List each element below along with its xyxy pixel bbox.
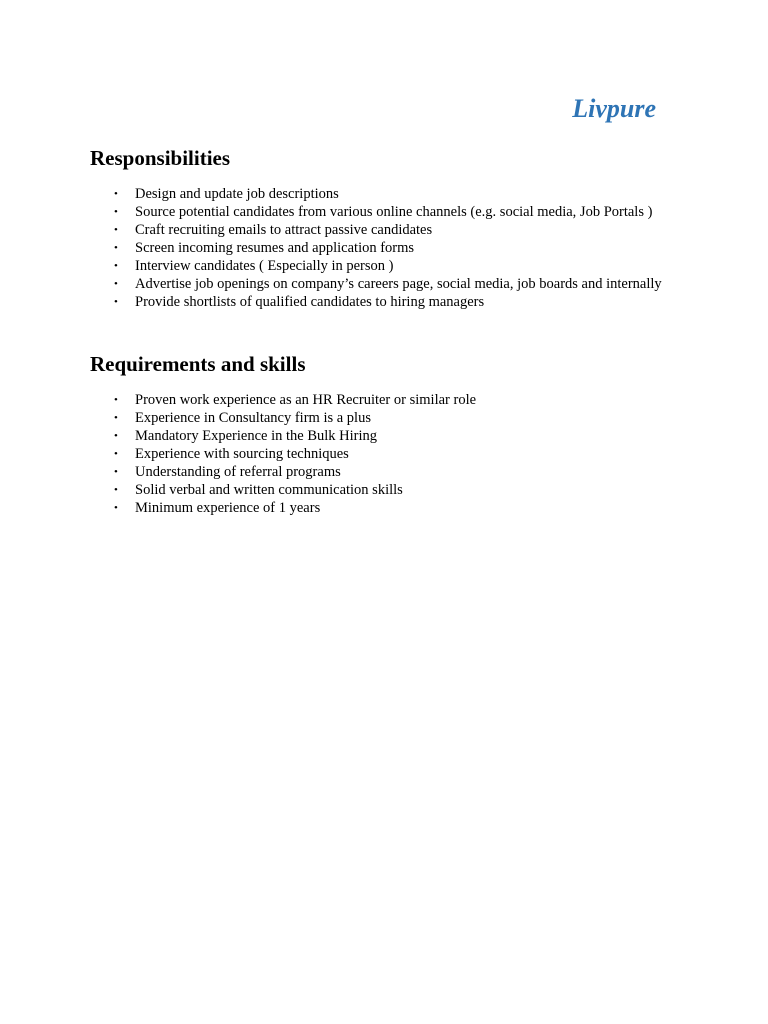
bullet-icon: • xyxy=(114,260,118,272)
list-item-text: Screen incoming resumes and application forms xyxy=(135,240,415,256)
bullet-icon: • xyxy=(114,448,118,460)
bullet-icon: • xyxy=(114,412,118,424)
list-item-text: Mandatory Experience in the Bulk Hiring xyxy=(135,428,378,444)
bullet-icon: • xyxy=(114,188,118,200)
list-item xyxy=(90,257,700,275)
list-item xyxy=(90,499,700,517)
company-title: Livpure xyxy=(572,94,656,123)
list-item xyxy=(90,239,700,257)
list-item xyxy=(90,275,700,293)
bullet-icon: • xyxy=(114,278,118,290)
list-item xyxy=(90,463,700,481)
list-item xyxy=(90,185,700,203)
bullet-icon: • xyxy=(114,484,118,496)
list-item-text: Minimum experience of 1 years xyxy=(135,500,321,516)
list-item-text: Interview candidates ( Especially in person ) xyxy=(135,258,394,274)
list-item xyxy=(90,221,700,239)
responsibilities-list xyxy=(90,185,700,311)
list-item-text: Experience with sourcing techniques xyxy=(135,446,349,462)
bullet-icon: • xyxy=(114,206,118,218)
requirements-heading: Requirements and skills xyxy=(90,352,306,376)
list-item-text: Craft recruiting emails to attract passive candidates xyxy=(135,222,433,238)
list-item-text: Solid verbal and written communication skills xyxy=(135,482,403,498)
bullet-icon: • xyxy=(114,430,118,442)
list-item xyxy=(90,293,700,311)
list-item xyxy=(90,427,700,445)
bullet-icon: • xyxy=(114,224,118,236)
bullet-icon: • xyxy=(114,296,118,308)
list-item-text: Understanding of referral programs xyxy=(135,464,341,480)
list-item-text: Experience in Consultancy firm is a plus xyxy=(135,410,371,426)
list-item xyxy=(90,203,700,221)
list-item xyxy=(90,391,700,409)
bullet-icon: • xyxy=(114,502,118,514)
requirements-list xyxy=(90,391,700,517)
responsibilities-section xyxy=(90,145,700,311)
list-item-text: Advertise job openings on company’s careers page, social media, job boards and internally xyxy=(135,276,662,292)
list-item-text: Design and update job descriptions xyxy=(135,186,339,202)
list-item xyxy=(90,445,700,463)
bullet-icon: • xyxy=(114,242,118,254)
requirements-section xyxy=(90,351,700,517)
responsibilities-heading: Responsibilities xyxy=(90,146,231,170)
list-item xyxy=(90,409,700,427)
bullet-icon: • xyxy=(114,394,118,406)
list-item-text: Proven work experience as an HR Recruiter or similar role xyxy=(135,392,477,408)
list-item-text: Provide shortlists of qualified candidates to hiring managers xyxy=(135,294,485,310)
list-item-text: Source potential candidates from various online channels (e.g. social media, Job Portals ) xyxy=(135,204,653,220)
bullet-icon: • xyxy=(114,466,118,478)
list-item xyxy=(90,481,700,499)
